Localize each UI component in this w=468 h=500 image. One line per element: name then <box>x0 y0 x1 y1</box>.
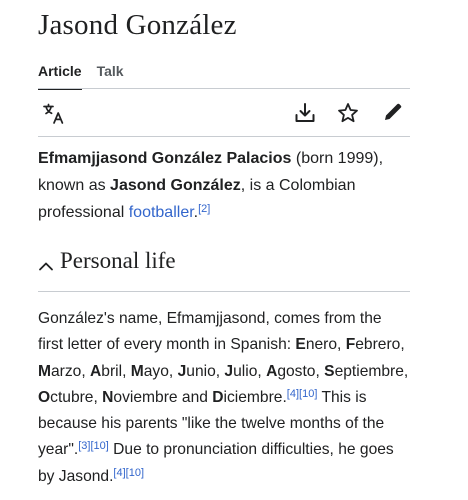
month-initial: E <box>295 336 306 354</box>
month-initial: F <box>345 336 356 354</box>
month-initial: D <box>212 388 224 406</box>
citation-link[interactable]: [2] <box>198 203 211 215</box>
citation-link[interactable]: [10] <box>125 466 145 479</box>
separator: , <box>403 362 409 380</box>
section-title: Personal life <box>60 248 176 273</box>
lead-paragraph <box>38 145 410 226</box>
lead-common-name: Jasond González <box>110 177 241 194</box>
citation <box>198 203 210 215</box>
citation-link[interactable]: [10] <box>90 440 109 453</box>
month-rest: ctubre <box>50 388 94 406</box>
body-text: Due to pronunciation difficulties, he goes by Jasond. <box>38 441 394 485</box>
month-rest: gosto <box>277 362 316 380</box>
citation <box>78 440 109 452</box>
separator: , <box>257 362 267 380</box>
citation-link[interactable]: [3] <box>78 440 91 453</box>
toolbar-divider <box>38 136 410 137</box>
lead-full-name: Efmamjjasond González Palacios <box>38 150 292 167</box>
month-rest: iciembre <box>223 388 283 406</box>
separator: and <box>177 388 213 406</box>
citation-link[interactable]: [4] <box>286 387 300 400</box>
separator: , <box>215 362 225 380</box>
separator: , <box>122 362 131 380</box>
separator: , <box>93 388 103 406</box>
month-rest: bril <box>101 362 123 380</box>
separator: , <box>81 362 91 380</box>
month-rest: oviembre <box>113 388 178 406</box>
separator: , <box>337 336 346 354</box>
citation <box>113 467 144 479</box>
month-initial: M <box>130 362 144 380</box>
personal-life-paragraph <box>38 306 410 490</box>
lead-text: . <box>193 204 199 221</box>
lead-text: , is a Colombian professional <box>38 177 356 221</box>
body-text: González's name, Efmamjjasond, comes from the first letter of every month in Spanish: <box>38 310 382 354</box>
month-initial: A <box>266 362 278 380</box>
month-rest: eptiembre <box>334 362 404 380</box>
lead-text: (born 1999), known as <box>38 150 384 194</box>
month-rest: ebrero <box>355 336 401 354</box>
month-rest: arzo <box>51 362 82 380</box>
tab-article[interactable]: Article <box>38 61 82 89</box>
separator: , <box>315 362 325 380</box>
language-icon[interactable] <box>42 102 66 131</box>
month-rest: ulio <box>233 362 258 380</box>
article-tabs <box>38 61 124 89</box>
citation-link[interactable]: [10] <box>299 387 318 400</box>
separator: , <box>168 362 178 380</box>
month-rest: nero <box>305 336 338 354</box>
download-icon[interactable] <box>294 102 316 129</box>
tab-talk[interactable]: Talk <box>96 63 124 79</box>
month-rest: unio <box>186 362 216 380</box>
body-text: This is because his parents "like the twelve months of the year". <box>38 388 385 459</box>
month-initial: A <box>90 362 102 380</box>
citation <box>287 388 318 400</box>
section-personal-life-toggle[interactable] <box>38 247 410 292</box>
tabs-divider <box>38 88 410 89</box>
citation-link[interactable]: [4] <box>113 466 126 479</box>
page-title: Jasond González <box>38 9 237 41</box>
month-rest: ayo <box>143 362 169 380</box>
separator: , <box>400 336 405 354</box>
month-initial: S <box>324 362 335 380</box>
edit-icon[interactable] <box>382 101 404 128</box>
month-initial: O <box>38 388 51 406</box>
chevron-up-icon <box>38 258 54 274</box>
month-initial: J <box>224 362 234 380</box>
month-initial: M <box>38 362 51 380</box>
star-icon[interactable] <box>337 102 359 129</box>
body-text: . <box>282 388 287 406</box>
month-initial: J <box>177 362 187 380</box>
month-initial: N <box>102 388 114 406</box>
footballer-link[interactable]: footballer <box>128 204 194 221</box>
